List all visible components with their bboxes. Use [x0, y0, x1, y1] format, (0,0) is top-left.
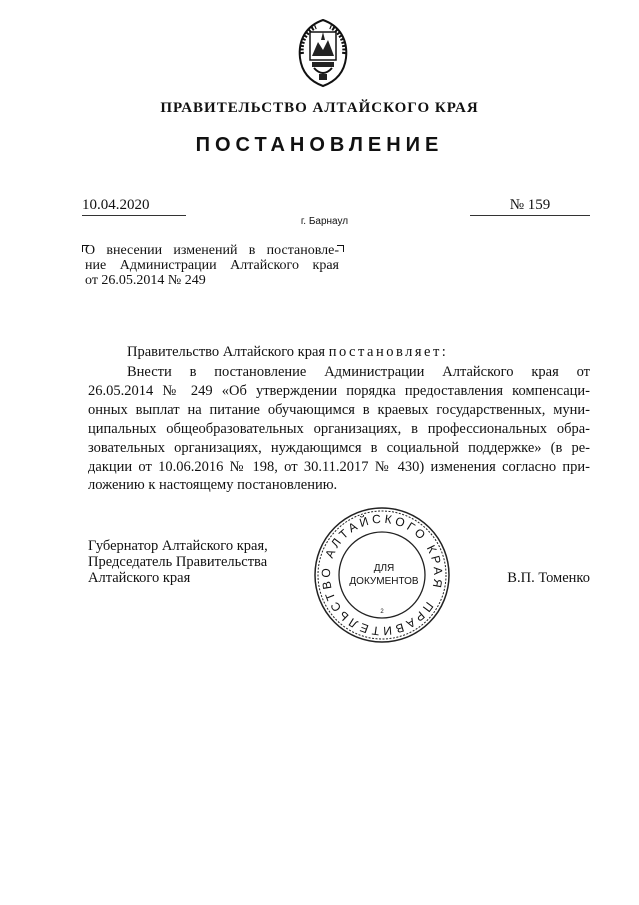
official-stamp [312, 505, 452, 645]
resolution-intro [127, 344, 448, 361]
bracket-left [82, 245, 89, 252]
intro-prefix: Правительство Алтайского края [127, 344, 329, 360]
body-line: 26.05.2014 № 249 «Об утверждении порядка предоставления компенсаци- [88, 382, 590, 399]
svg-text:ПРАВИТЕЛЬСТВО АЛТАЙСКОГО КРАЯ [319, 512, 445, 639]
stamp-center-line: ДОКУМЕНТОВ [349, 576, 419, 587]
stamp-number: 2 [380, 609, 384, 615]
bracket-right [337, 245, 344, 252]
document-subject [85, 243, 339, 288]
position-line: Губернатор Алтайского края, [88, 538, 268, 554]
signatory-position [88, 538, 268, 586]
intro-spaced: постановляет: [328, 344, 449, 360]
document-date: 10.04.2020 [82, 197, 186, 216]
subject-line: от 26.05.2014 № 249 [85, 273, 206, 288]
subject-line: О внесении изменений в постановле- [85, 243, 339, 258]
signatory-name: В.П. Томенко [507, 570, 590, 586]
body-line: ципальных общеобразовательных организациях, в профессиональных обра- [88, 420, 590, 437]
coat-of-arms-emblem [292, 18, 354, 88]
document-type: ПОСТАНОВЛЕНИЕ [195, 134, 444, 156]
body-line: зовательных организациях, нуждающимся в социальной поддержке» (в ре- [88, 439, 590, 456]
body-line: онных выплат на питание обучающимся в краевых государственных, муни- [88, 401, 590, 418]
organization-title: ПРАВИТЕЛЬСТВО АЛТАЙСКОГО КРАЯ [160, 100, 479, 116]
position-line: Председатель Правительства [88, 554, 268, 570]
position-line: Алтайского края [88, 570, 191, 586]
stamp-ring-text: ПРАВИТЕЛЬСТВО АЛТАЙСКОГО КРАЯ [318, 511, 446, 639]
document-number: № 159 [470, 197, 590, 216]
stamp-center-line: ДЛЯ [373, 563, 395, 574]
body-line: Внести в постановление Администрации Алтайского края от [127, 364, 590, 380]
body-line: ложению к настоящему постановлению. [88, 477, 338, 494]
resolution-body [88, 363, 590, 495]
subject-line: ние Администрации Алтайского края [85, 258, 339, 273]
body-line: дакции от 10.06.2016 № 198, от 30.11.2017 № 430) изменения согласно при- [88, 458, 590, 475]
document-city: г. Барнаул [300, 216, 349, 227]
